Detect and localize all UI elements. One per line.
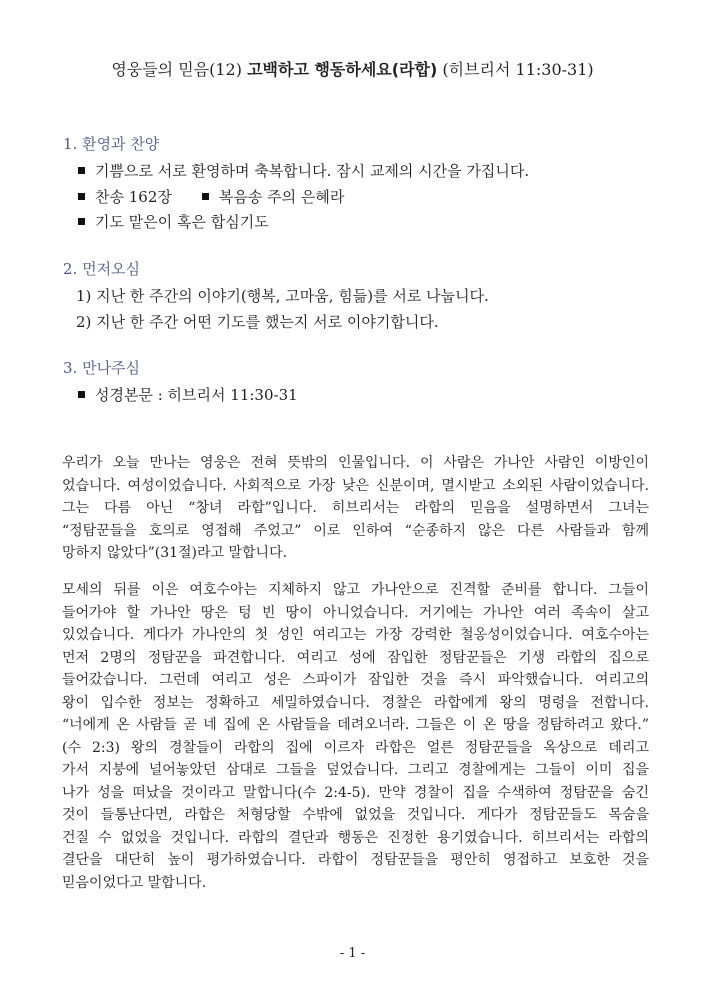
paragraph-line: 왕이 입수한 정보는 정확하고 세밀하였습니다. 경찰은 라합에게 왕의 명령을 전합니다. xyxy=(62,694,649,711)
square-bullet-icon xyxy=(78,391,85,398)
paragraph-line: 건질 수 없었을 것입니다. 라합의 결단과 행동은 진정한 용기였습니다. 히브리서는 라합의 xyxy=(62,829,649,846)
square-bullet-icon xyxy=(78,218,85,225)
paragraph-line: 있었습니다. 게다가 가나안의 첫 성인 여리고는 가장 강력한 철옹성이었습니다. 여호수아는 xyxy=(62,627,649,643)
section-heading-coming: 2. 먼저오심 xyxy=(63,260,141,278)
list-item: 2) 지난 한 주간 어떤 기도를 했는지 서로 이야기합니다. xyxy=(76,313,439,331)
list-item xyxy=(78,211,269,232)
square-bullet-icon xyxy=(78,193,85,200)
paragraph-line: 그는 다름 아닌 “창녀 라합”입니다. 히브리서는 라합의 믿음을 설명하면서 그녀는 xyxy=(62,500,649,516)
paragraph-line: 것이 들통난다면, 라합은 처형당할 수밖에 없었을 것입니다. 게다가 정탐꾼들도 목숨을 xyxy=(62,807,649,823)
paragraph-line: 었습니다. 여성이었습니다. 사회적으로 가장 낮은 신분이며, 멸시받고 소외된 사람이었습니다. xyxy=(62,477,649,494)
square-bullet-icon xyxy=(78,167,85,174)
list-item xyxy=(78,186,344,207)
paragraph-line: “너에게 온 사람들 곧 네 집에 온 사람들을 데려오너라. 그들은 이 온 땅을 정탐하려고 왔다.” xyxy=(62,717,649,733)
paragraph-line: (수 2:3) 왕의 경찰들이 라합의 집에 이르자 라합은 얼른 정탐꾼들을 옥상으로 데리고 xyxy=(62,739,649,756)
document-title xyxy=(0,57,705,80)
title-suffix: (히브리서 11:30-31) xyxy=(442,60,594,79)
list-item: 1) 지난 한 주간의 이야기(행복, 고마움, 힘듦)를 서로 나눕니다. xyxy=(76,287,489,305)
paragraph-line: 들어갔습니다. 그런데 여리고 성은 스파이가 잠입한 것을 즉시 파악했습니다. 여리고의 xyxy=(62,672,649,688)
list-item xyxy=(78,160,529,181)
section-heading-welcome: 1. 환영과 찬양 xyxy=(63,135,160,153)
section-heading-meeting: 3. 만나주심 xyxy=(63,359,141,377)
square-bullet-icon xyxy=(202,193,209,200)
page-number: - 1 - xyxy=(339,946,366,961)
body-paragraph-1 xyxy=(62,452,649,565)
title-main: 고백하고 행동하세요(라합) xyxy=(247,60,438,79)
paragraph-line: 망하지 않았다”(31절)라고 말합니다. xyxy=(62,545,288,561)
paragraph-line: 나가 성을 떠났을 것이라고 말합니다(수 2:4-5). 만약 경찰이 집을 수색하여 정탐꾼을 숨긴 xyxy=(62,784,649,801)
list-item-text: 찬송 162장 xyxy=(95,188,172,206)
list-item-text: 기쁨으로 서로 환영하며 축복합니다. 잠시 교제의 시간을 가집니다. xyxy=(95,162,530,180)
paragraph-line: 결단을 대단히 높이 평가하였습니다. 라합이 정탐꾼들을 평안히 영접하고 보호한 것을 xyxy=(62,852,649,868)
list-item-text: 기도 맡은이 혹은 합심기도 xyxy=(95,213,269,231)
paragraph-line: 모세의 뒤를 이은 여호수아는 지체하지 않고 가나안으로 진격할 준비를 합니다. 그들이 xyxy=(62,582,649,598)
body-paragraph-2 xyxy=(62,579,649,894)
list-item-text: 복음송 주의 은혜라 xyxy=(218,188,345,206)
paragraph-line: “정탐꾼들을 호의로 영접해 주었고” 이로 인하여 “순종하지 않은 다른 사람들과 함께 xyxy=(62,522,649,539)
paragraph-line: 우리가 오늘 만나는 영웅은 전혀 뜻밖의 인물입니다. 이 사람은 가나안 사람인 이방인이 xyxy=(62,455,649,471)
title-prefix: 영웅들의 믿음(12) xyxy=(111,60,242,79)
paragraph-line: 가서 지붕에 널어놓았던 삼대로 그들을 덮었습니다. 그리고 경찰에게는 그들이 이미 집을 xyxy=(62,762,649,778)
paragraph-line: 믿음이었다고 말합니다. xyxy=(62,874,207,891)
list-item xyxy=(78,384,298,405)
paragraph-line: 들어가야 할 가나안 땅은 텅 빈 땅이 아니었습니다. 거기에는 가나안 여러 족속이 살고 xyxy=(62,604,649,621)
paragraph-line: 먼저 2명의 정탐꾼을 파견합니다. 여리고 성에 잠입한 정탐꾼들은 기생 라합의 집으로 xyxy=(62,649,649,666)
list-item-text: 성경본문 : 히브리서 11:30-31 xyxy=(95,386,298,404)
